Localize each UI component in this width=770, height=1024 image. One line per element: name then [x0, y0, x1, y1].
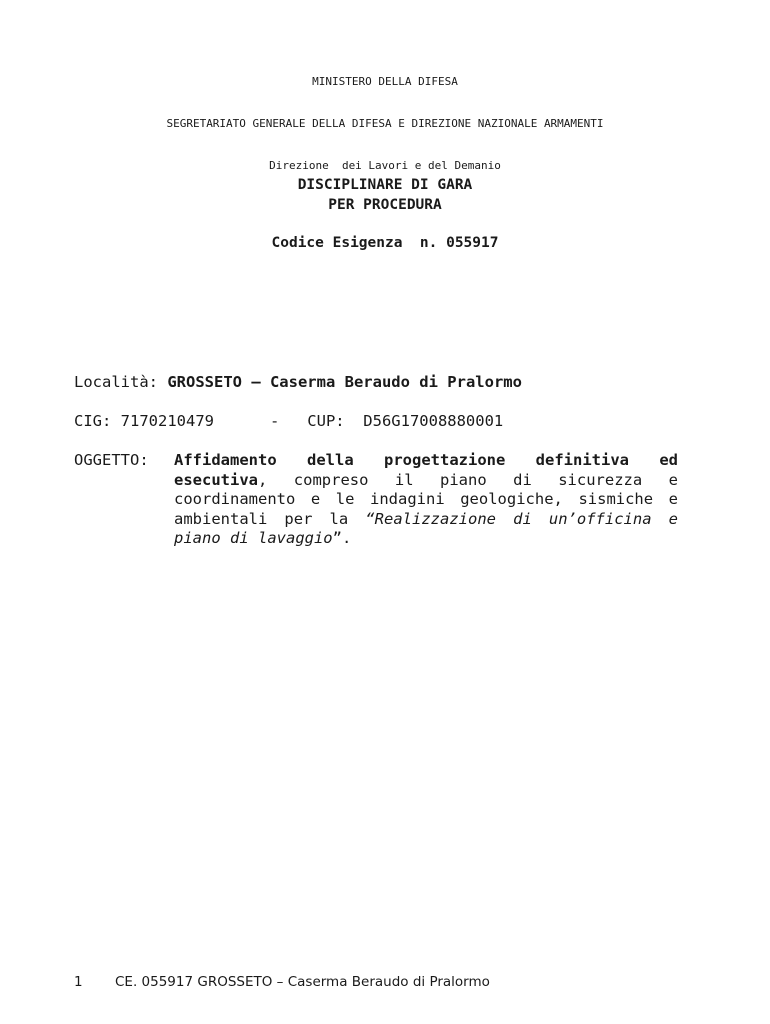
location-value: GROSSETO – Caserma Beraudo di Pralormo [167, 373, 522, 391]
requirement-code: Codice Esigenza n. 055917 [271, 235, 499, 251]
page-number: 1 [74, 974, 83, 990]
subject-text [174, 451, 678, 549]
subject-end: ”. [332, 529, 352, 547]
location-line [74, 373, 522, 391]
subject-italic: “Realizzazione di un’officina e piano di lavaggio [174, 509, 678, 547]
location-label: Località: [74, 373, 168, 391]
ministry-name: MINISTERO DELLA DIFESA [312, 75, 458, 88]
subject-plain: , compreso il piano di sicurezza e coordinamento e le indagini geologiche, sismiche e ambientali per la [174, 470, 678, 528]
cig-cup-line: CIG: 7170210479 - CUP: D56G17008880001 [74, 412, 504, 430]
document-subtitle: PER PROCEDURA [328, 197, 442, 213]
directorate-name: Direzione dei Lavori e del Demanio [269, 159, 501, 172]
subject-bold: Affidamento della progettazione definitiva ed esecutiva [174, 451, 678, 489]
footer-text: CE. 055917 GROSSETO – Caserma Beraudo di Pralormo [115, 974, 490, 990]
secretariat-name: SEGRETARIATO GENERALE DELLA DIFESA E DIREZIONE NAZIONALE ARMAMENTI [166, 117, 604, 130]
subject-label: OGGETTO: [74, 451, 149, 469]
document-title: DISCIPLINARE DI GARA [297, 177, 473, 193]
